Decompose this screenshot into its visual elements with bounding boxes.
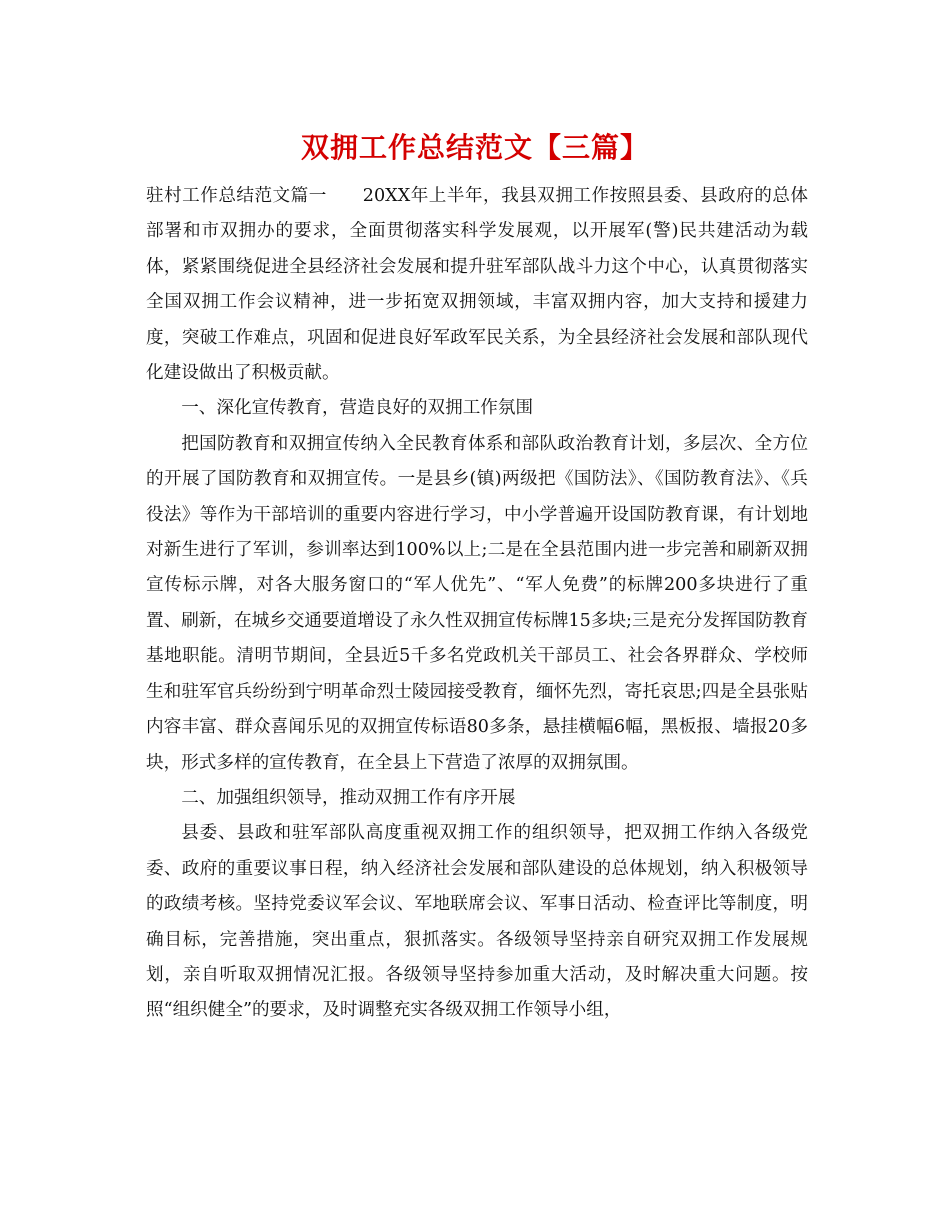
section-heading-2: 二、加强组织领导，推动双拥工作有序开展 (181, 787, 516, 808)
section-paragraph-1: 把国防教育和双拥宣传纳入全民教育体系和部队政治教育计划，多层次、全方位的开展了国防教育和双拥宣传。一是县乡(镇)两级把《国防法》、《国防教育法》、《兵役法》等作为干部培训的重要内容进行学习，中小学普遍开设国防教育课，有计划地对新生进行了军训，参训率达到100%以上;二是在全县范围内进一步完善和刷新双拥宣传标示牌，对各大服务窗口的“军人优先”、“军人免费”的标牌200多块进行了重置、刷新，在城乡交通要道增设了永久性双拥宣传标牌15多块;三是充分发挥国防教育基地职能。清明节期间，全县近5千多名党政机关干部员工、社会各界群众、学校师生和驻军官兵纷纷到宁明革命烈士陵园接受教育，缅怀先烈，寄托哀思;四是全县张贴内容丰富、群众喜闻乐见的双拥宣传标语80多条，悬挂横幅6幅，黑板报、墙报20多块，形式多样的宣传教育，在全县上下营造了浓厚的双拥氛围。 (146, 433, 808, 773)
section-paragraph-2: 县委、县政和驻军部队高度重视双拥工作的组织领导，把双拥工作纳入各级党委、政府的重要议事日程，纳入经济社会发展和部队建设的总体规划，纳入积极领导的政绩考核。坚持党委议军会议、军地联席会议、军事日活动、检查评比等制度，明确目标，完善措施，突出重点，狠抓落实。各级领导坚持亲自研究双拥工作发展规划，亲自听取双拥情况汇报。各级领导坚持参加重大活动，及时解决重大问题。按照“组织健全”的要求，及时调整充实各级双拥工作领导小组， (146, 823, 808, 1021)
intro-paragraph (146, 179, 808, 391)
document-body (146, 179, 808, 1029)
intro-text: 20XX年上半年，我县双拥工作按照县委、县政府的总体部署和市双拥办的要求，全面贯彻落实科学发展观，以开展军(警)民共建活动为载体，紧紧围绕促进全县经济社会发展和提升驻军部队战斗力这个中心，认真贯彻落实全国双拥工作会议精神，进一步拓宽双拥领域，丰富双拥内容，加大支持和援建力度，突破工作难点，巩固和促进良好军政军民关系，为全县经济社会发展和部队现代化建设做出了积极贡献。 (146, 186, 808, 384)
section-heading-1: 一、深化宣传教育，营造良好的双拥工作氛围 (181, 398, 534, 419)
intro-label: 驻村工作总结范文篇一 (146, 186, 327, 206)
document-title: 双拥工作总结范文【三篇】 (300, 131, 649, 164)
